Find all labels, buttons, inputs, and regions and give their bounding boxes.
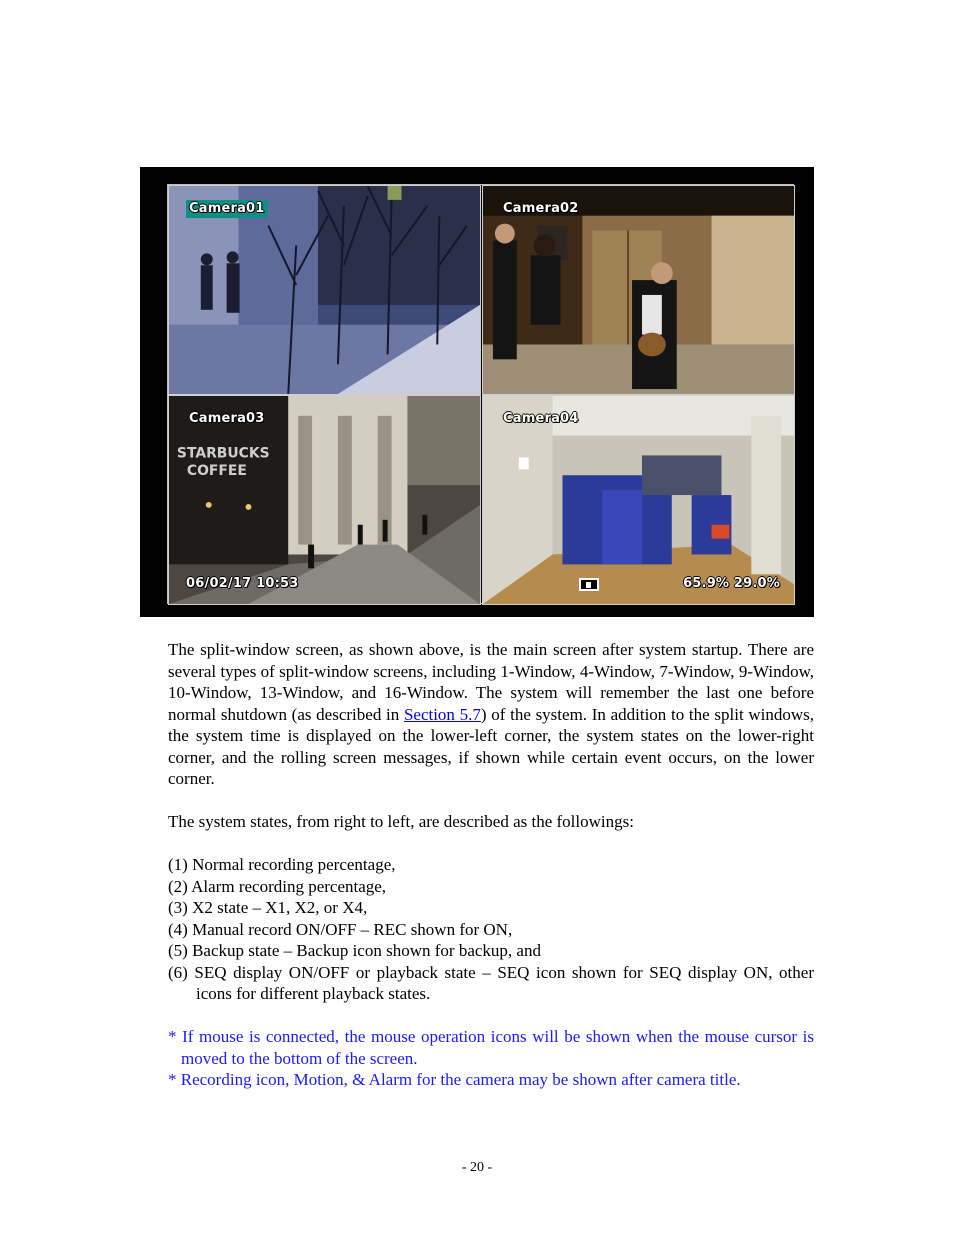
page-number: - 20 - xyxy=(461,1160,493,1175)
starbucks-sign-line2: COFFEE xyxy=(186,463,247,480)
intro-text-before-link: The split-window screen, as shown above, is the main screen after system startup. There are several types of split-window screens, including 1-Window, 4-Window, 7-Window, 9-Window, 10-Window, 13-Window, and 16-Window. The system will remember the last one before normal shutdown (as described in xyxy=(168,640,814,724)
seq-display-icon xyxy=(579,578,599,591)
dvr-split-window-screenshot xyxy=(140,167,814,617)
system-states-intro: The system states, from right to left, are described as the followings: xyxy=(168,812,634,831)
notes-block xyxy=(168,1026,814,1091)
list-item: (6) SEQ display ON/OFF or playback state – SEQ icon shown for SEQ display ON, other icons for different playback states. xyxy=(168,962,814,1003)
camera-title-label: Camera03 xyxy=(189,411,265,426)
four-window-grid xyxy=(167,184,794,604)
note-mouse: * If mouse is connected, the mouse operation icons will be shown when the mouse cursor is moved to the bottom of the screen. xyxy=(168,1027,814,1068)
starbucks-sign-line1: STARBUCKS xyxy=(176,445,270,462)
note-recording-icon: * Recording icon, Motion, & Alarm for the camera may be shown after camera title. xyxy=(168,1070,741,1089)
camera-pane-3 xyxy=(168,395,481,605)
section-5-7-link[interactable]: Section 5.7 xyxy=(403,704,481,724)
camera-pane-4 xyxy=(482,395,795,605)
list-item: (4) Manual record ON/OFF – REC shown for ON, xyxy=(168,919,513,939)
system-states-display: 65.9% 29.0% xyxy=(683,576,780,591)
list-item: (1) Normal recording percentage, xyxy=(168,855,396,874)
camera-pane-1 xyxy=(168,185,481,395)
system-time-display: 06/02/17 10:53 xyxy=(186,576,299,591)
camera-title-label: Camera01 xyxy=(186,200,268,218)
list-item: (5) Backup state – Backup icon shown for backup, and xyxy=(168,941,541,960)
list-item: (3) X2 state – X1, X2, or X4, xyxy=(168,898,368,917)
system-states-list xyxy=(168,854,814,1005)
camera-pane-2 xyxy=(482,185,795,395)
intro-paragraph xyxy=(168,639,814,790)
camera-title-label: Camera02 xyxy=(503,201,579,216)
list-item: (2) Alarm recording percentage, xyxy=(168,876,387,896)
intro-text-after-link: ) of the system. In addition to the split windows, the system time is displayed on the lower-left corner, the system states on the lower-right corner, and the rolling screen messages, if shown while certain event occurs, on the lower corner. xyxy=(168,704,815,788)
camera-title-label: Camera04 xyxy=(503,411,579,426)
